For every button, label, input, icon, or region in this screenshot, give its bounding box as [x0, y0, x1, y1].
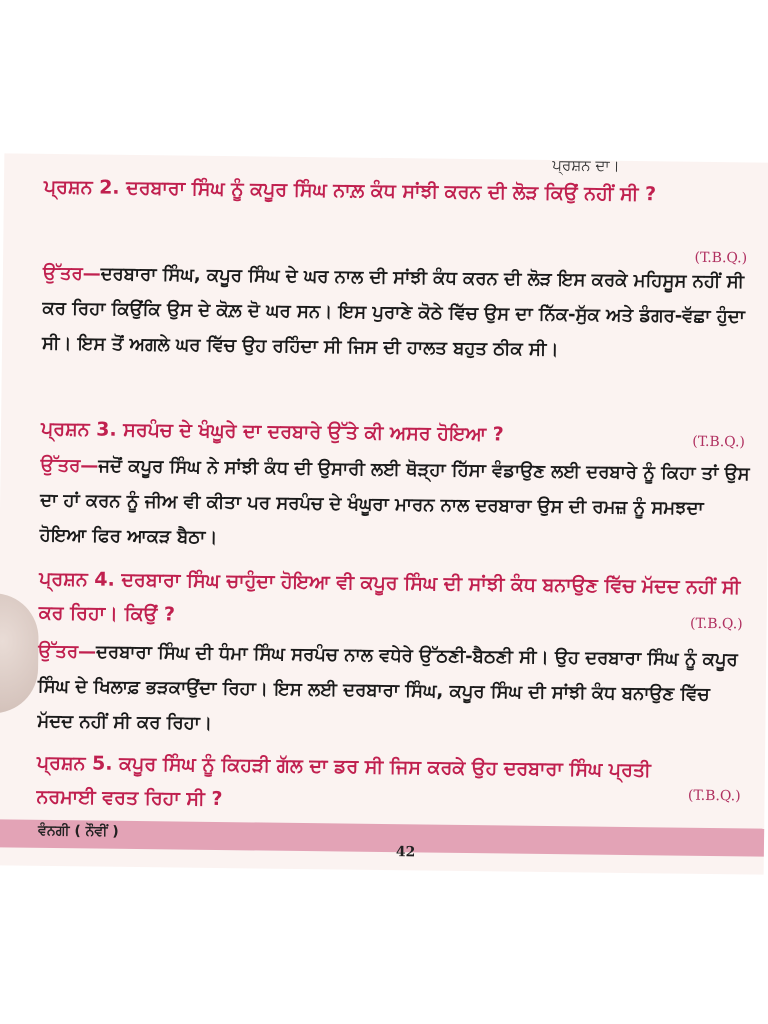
question-2-label: ਪ੍ਰਸ਼ਨ 2. [43, 175, 120, 199]
question-3-text: ਸਰਪੰਚ ਦੇ ਖੰਘੂਰੇ ਦਾ ਦਰਬਾਰੇ ਉੱਤੇ ਕੀ ਅਸਰ ਹੋਇਆ ? [123, 418, 504, 446]
answer-3 [40, 448, 751, 562]
answer-4-label: ਉੱਤਰ— [38, 640, 97, 663]
book-title-footer: ਵੰਨਗੀ ( ਨੌਵੀਂ ) [38, 822, 119, 840]
question-4 [39, 562, 750, 639]
question-5-text: ਕਪੂਰ ਸਿੰਘ ਨੂੰ ਕਿਹੜੀ ਗੱਲ ਦਾ ਡਰ ਸੀ ਜਿਸ ਕਰਕੇ ਉਹ ਦਰਬਾਰਾ ਸਿੰਘ ਪ੍ਰਤੀ ਨਰਮਾਈ ਵਰਤ ਰਿਹਾ ਸੀ ? [36, 752, 651, 811]
question-5-tag: (T.B.Q.) [687, 787, 741, 805]
question-2-text: ਦਰਬਾਰਾ ਸਿੰਘ ਨੂੰ ਕਪੂਰ ਸਿੰਘ ਨਾਲ਼ ਕੰਧ ਸਾਂਝੀ ਕਰਨ ਦੀ ਲੋੜ ਕਿਉਂ ਨਹੀਂ ਸੀ ? [126, 176, 657, 206]
answer-3-text: ਜਦੋਂ ਕਪੂਰ ਸਿੰਘ ਨੇ ਸਾਂਝੀ ਕੰਧ ਦੀ ਉਸਾਰੀ ਲਈ ਥੋੜ੍ਹਾ ਹਿੱਸਾ ਵੰਡਾਉਣ ਲਈ ਦਰਬਾਰੇ ਨੂੰ ਕਿਹਾ ਤਾਂ ਉਸ ਦਾ ਹਾਂ ਕਰਨ ਨੂੰ ਜੀਅ ਵੀ ਕੀਤਾ ਪਰ ਸਰਪੰਚ ਦੇ ਖੰਘੂਰਾ ਮਾਰਨ ਨਾਲ ਦਰਬਾਰਾ ਉਸ ਦੀ ਰਮਜ਼ ਨੂੰ ਸਮਝਦਾ ਹੋਇਆ ਫਿਰ ਆਕੜ ਬੈਠਾ। [39, 455, 750, 548]
question-3 [41, 412, 669, 454]
answer-2-label: ਉੱਤਰ— [42, 262, 101, 285]
question-3-tag: (T.B.Q.) [692, 433, 745, 451]
thumb-holding-page [0, 593, 39, 714]
question-4-tag: (T.B.Q.) [689, 615, 743, 633]
question-5-label: ਪ੍ਰਸ਼ਨ 5. [36, 751, 113, 775]
answer-3-label: ਉੱਤਰ— [40, 454, 99, 477]
question-4-text: ਦਰਬਾਰਾ ਸਿੰਘ ਚਾਹੁੰਦਾ ਹੋਇਆ ਵੀ ਕਪੂਰ ਸਿੰਘ ਦੀ ਸਾਂਝੀ ਕੰਧ ਬਨਾਉਣ ਵਿੱਚ ਮੱਦਦ ਨਹੀਂ ਸੀ ਕਰ ਰਿਹਾ। ਕਿਉਂ ? [38, 568, 741, 626]
cut-off-header-text: ਪ੍ਰਸ਼ਨ ਦਾ। [552, 156, 620, 175]
answer-4 [37, 634, 748, 748]
question-4-label: ਪ੍ਰਸ਼ਨ 4. [39, 567, 115, 591]
question-5 [36, 746, 675, 822]
answer-4-text: ਦਰਬਾਰਾ ਸਿੰਘ ਦੀ ਧੰਮਾ ਸਿੰਘ ਸਰਪੰਚ ਨਾਲ ਵਧੇਰੇ ਉੱਠਣੀ-ਬੈਠਣੀ ਸੀ। ਉਹ ਦਰਬਾਰਾ ਸਿੰਘ ਨੂੰ ਕਪੂਰ ਸਿੰਘ ਦੇ ਖਿਲਾਫ਼ ਭੜਕਾਉਂਦਾ ਰਿਹਾ। ਇਸ ਲਈ ਦਰਬਾਰਾ ਸਿੰਘ, ਕਪੂਰ ਸਿੰਘ ਦੀ ਸਾਂਝੀ ਕੰਧ ਬਨਾਉਣ ਵਿੱਚ ਮੱਦਦ ਨਹੀਂ ਸੀ ਕਰ ਰਿਹਾ। [37, 641, 738, 734]
answer-2 [42, 256, 753, 370]
footer-band [0, 819, 764, 856]
page-number: 42 [395, 844, 416, 861]
question-2 [44, 170, 754, 213]
question-2-tag: (T.B.Q.) [694, 249, 748, 267]
textbook-page [0, 153, 768, 874]
question-3-label: ਪ੍ਰਸ਼ਨ 3. [40, 417, 117, 441]
answer-2-text: ਦਰਬਾਰਾ ਸਿੰਘ, ਕਪੂਰ ਸਿੰਘ ਦੇ ਘਰ ਨਾਲ ਦੀ ਸਾਂਝੀ ਕੰਧ ਕਰਨ ਦੀ ਲੋੜ ਇਸ ਕਰਕੇ ਮਹਿਸੂਸ ਨਹੀਂ ਸੀ ਕਰ ਰਿਹਾ ਕਿਉਂਕਿ ਉਸ ਦੇ ਕੋਲ਼ ਦੋ ਘਰ ਸਨ। ਇਸ ਪੁਰਾਣੇ ਕੋਠੇ ਵਿੱਚ ਉਸ ਦਾ ਨਿੱਕ-ਸੁੱਕ ਅਤੇ ਡੰਗਰ-ਵੱਛਾ ਹੁੰਦਾ ਸੀ। ਇਸ ਤੋਂ ਅਗਲੇ ਘਰ ਵਿੱਚ ਉਹ ਰਹਿੰਦਾ ਸੀ ਜਿਸ ਦੀ ਹਾਲਤ ਬਹੁਤ ਠੀਕ ਸੀ। [41, 263, 745, 361]
